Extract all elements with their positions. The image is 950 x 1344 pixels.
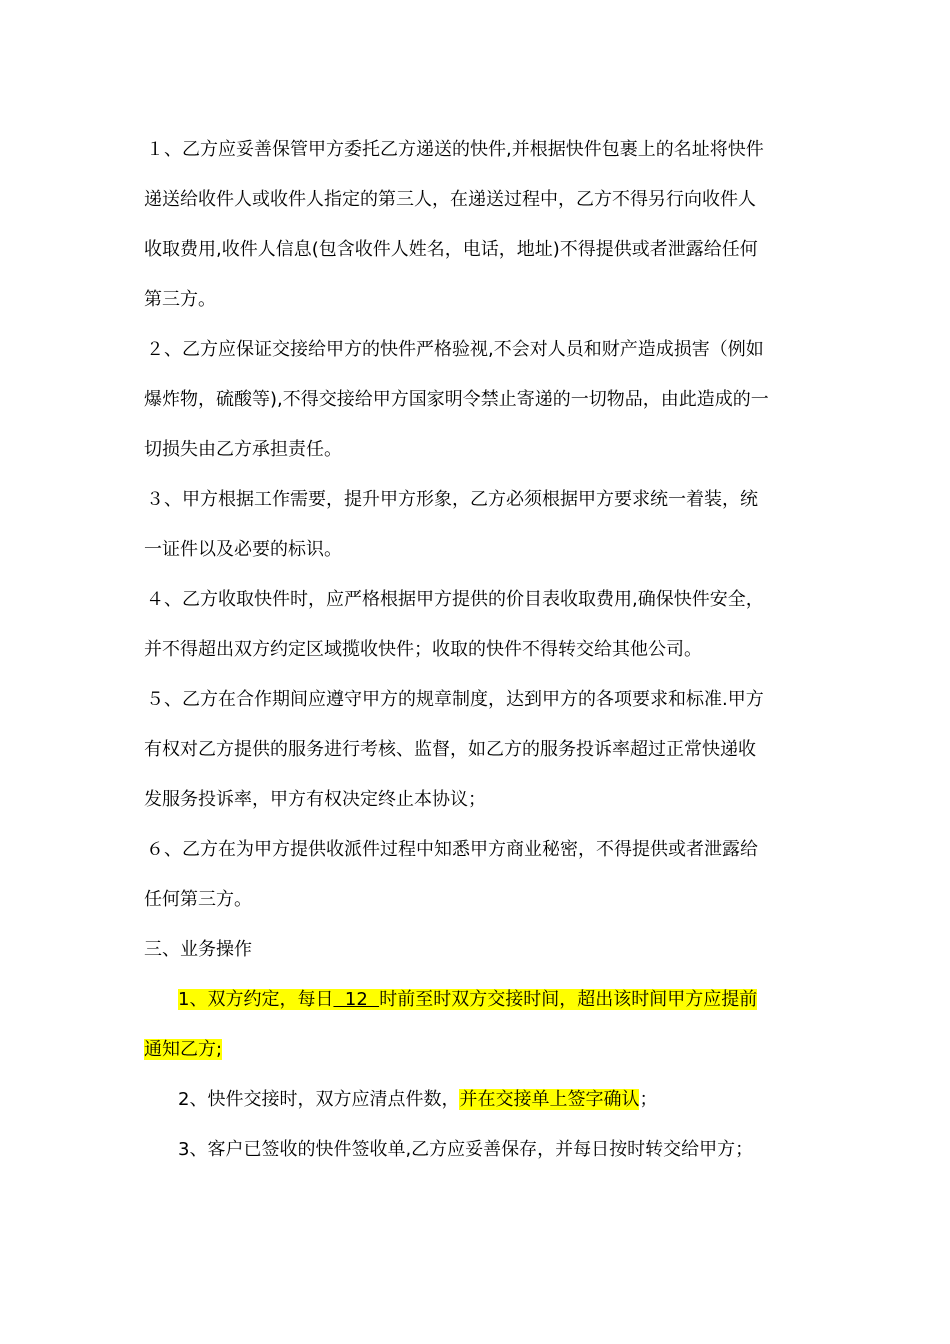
item2-suffix: ；	[639, 1089, 658, 1110]
para5-line1: ５、乙方在合作期间应遵守甲方的规章制度，达到甲方的各项要求和标准.甲方	[146, 689, 764, 710]
item1-line2	[144, 1037, 222, 1063]
para1-line1: １、乙方应妥善保管甲方委托乙方递送的快件,并根据快件包裹上的名址将快件	[146, 139, 764, 160]
item1-hour: 12	[333, 989, 380, 1010]
item2-prefix: 2、快件交接时，双方应清点件数，	[178, 1089, 460, 1110]
item2-highlight: 并在交接单上签字确认	[459, 1089, 640, 1110]
item1-line2-text: 通知乙方;	[144, 1039, 223, 1060]
para1-line4: 第三方。	[144, 289, 216, 310]
item3-line: 3、客户已签收的快件签收单,乙方应妥善保存，并每日按时转交给甲方；	[178, 1139, 754, 1160]
para1-line2: 递送给收件人或收件人指定的第三人，在递送过程中，乙方不得另行向收件人	[144, 189, 756, 210]
item1-suffix: 时前至时双方交接时间，超出该时间甲方应提前	[379, 989, 758, 1010]
para5-line2: 有权对乙方提供的服务进行考核、监督，如乙方的服务投诉率超过正常快递收	[144, 739, 756, 760]
para2-line3: 切损失由乙方承担责任。	[144, 439, 342, 460]
para2-line2: 爆炸物，硫酸等),不得交接给甲方国家明令禁止寄递的一切物品，由此造成的一	[144, 389, 769, 410]
para1-line3: 收取费用,收件人信息(包含收件人姓名，电话，地址)不得提供或者泄露给任何	[144, 239, 758, 260]
item1-line1	[178, 987, 757, 1013]
section-heading: 三、业务操作	[144, 939, 252, 960]
para6-line2: 任何第三方。	[144, 889, 252, 910]
para5-line3: 发服务投诉率，甲方有权决定终止本协议；	[144, 789, 486, 810]
para3-line2: 一证件以及必要的标识。	[144, 539, 342, 560]
item1-prefix: 1、双方约定，每日	[178, 989, 334, 1010]
item2-line	[178, 1087, 657, 1113]
para6-line1: ６、乙方在为甲方提供收派件过程中知悉甲方商业秘密，不得提供或者泄露给	[146, 839, 758, 860]
para2-line1: ２、乙方应保证交接给甲方的快件严格验视,不会对人员和财产造成损害（例如	[146, 339, 764, 360]
para3-line1: ３、甲方根据工作需要，提升甲方形象，乙方必须根据甲方要求统一着装，统	[146, 489, 758, 510]
para4-line1: ４、乙方收取快件时，应严格根据甲方提供的价目表收取费用,确保快件安全，	[146, 589, 764, 610]
para4-line2: 并不得超出双方约定区域揽收快件；收取的快件不得转交给其他公司。	[144, 639, 702, 660]
